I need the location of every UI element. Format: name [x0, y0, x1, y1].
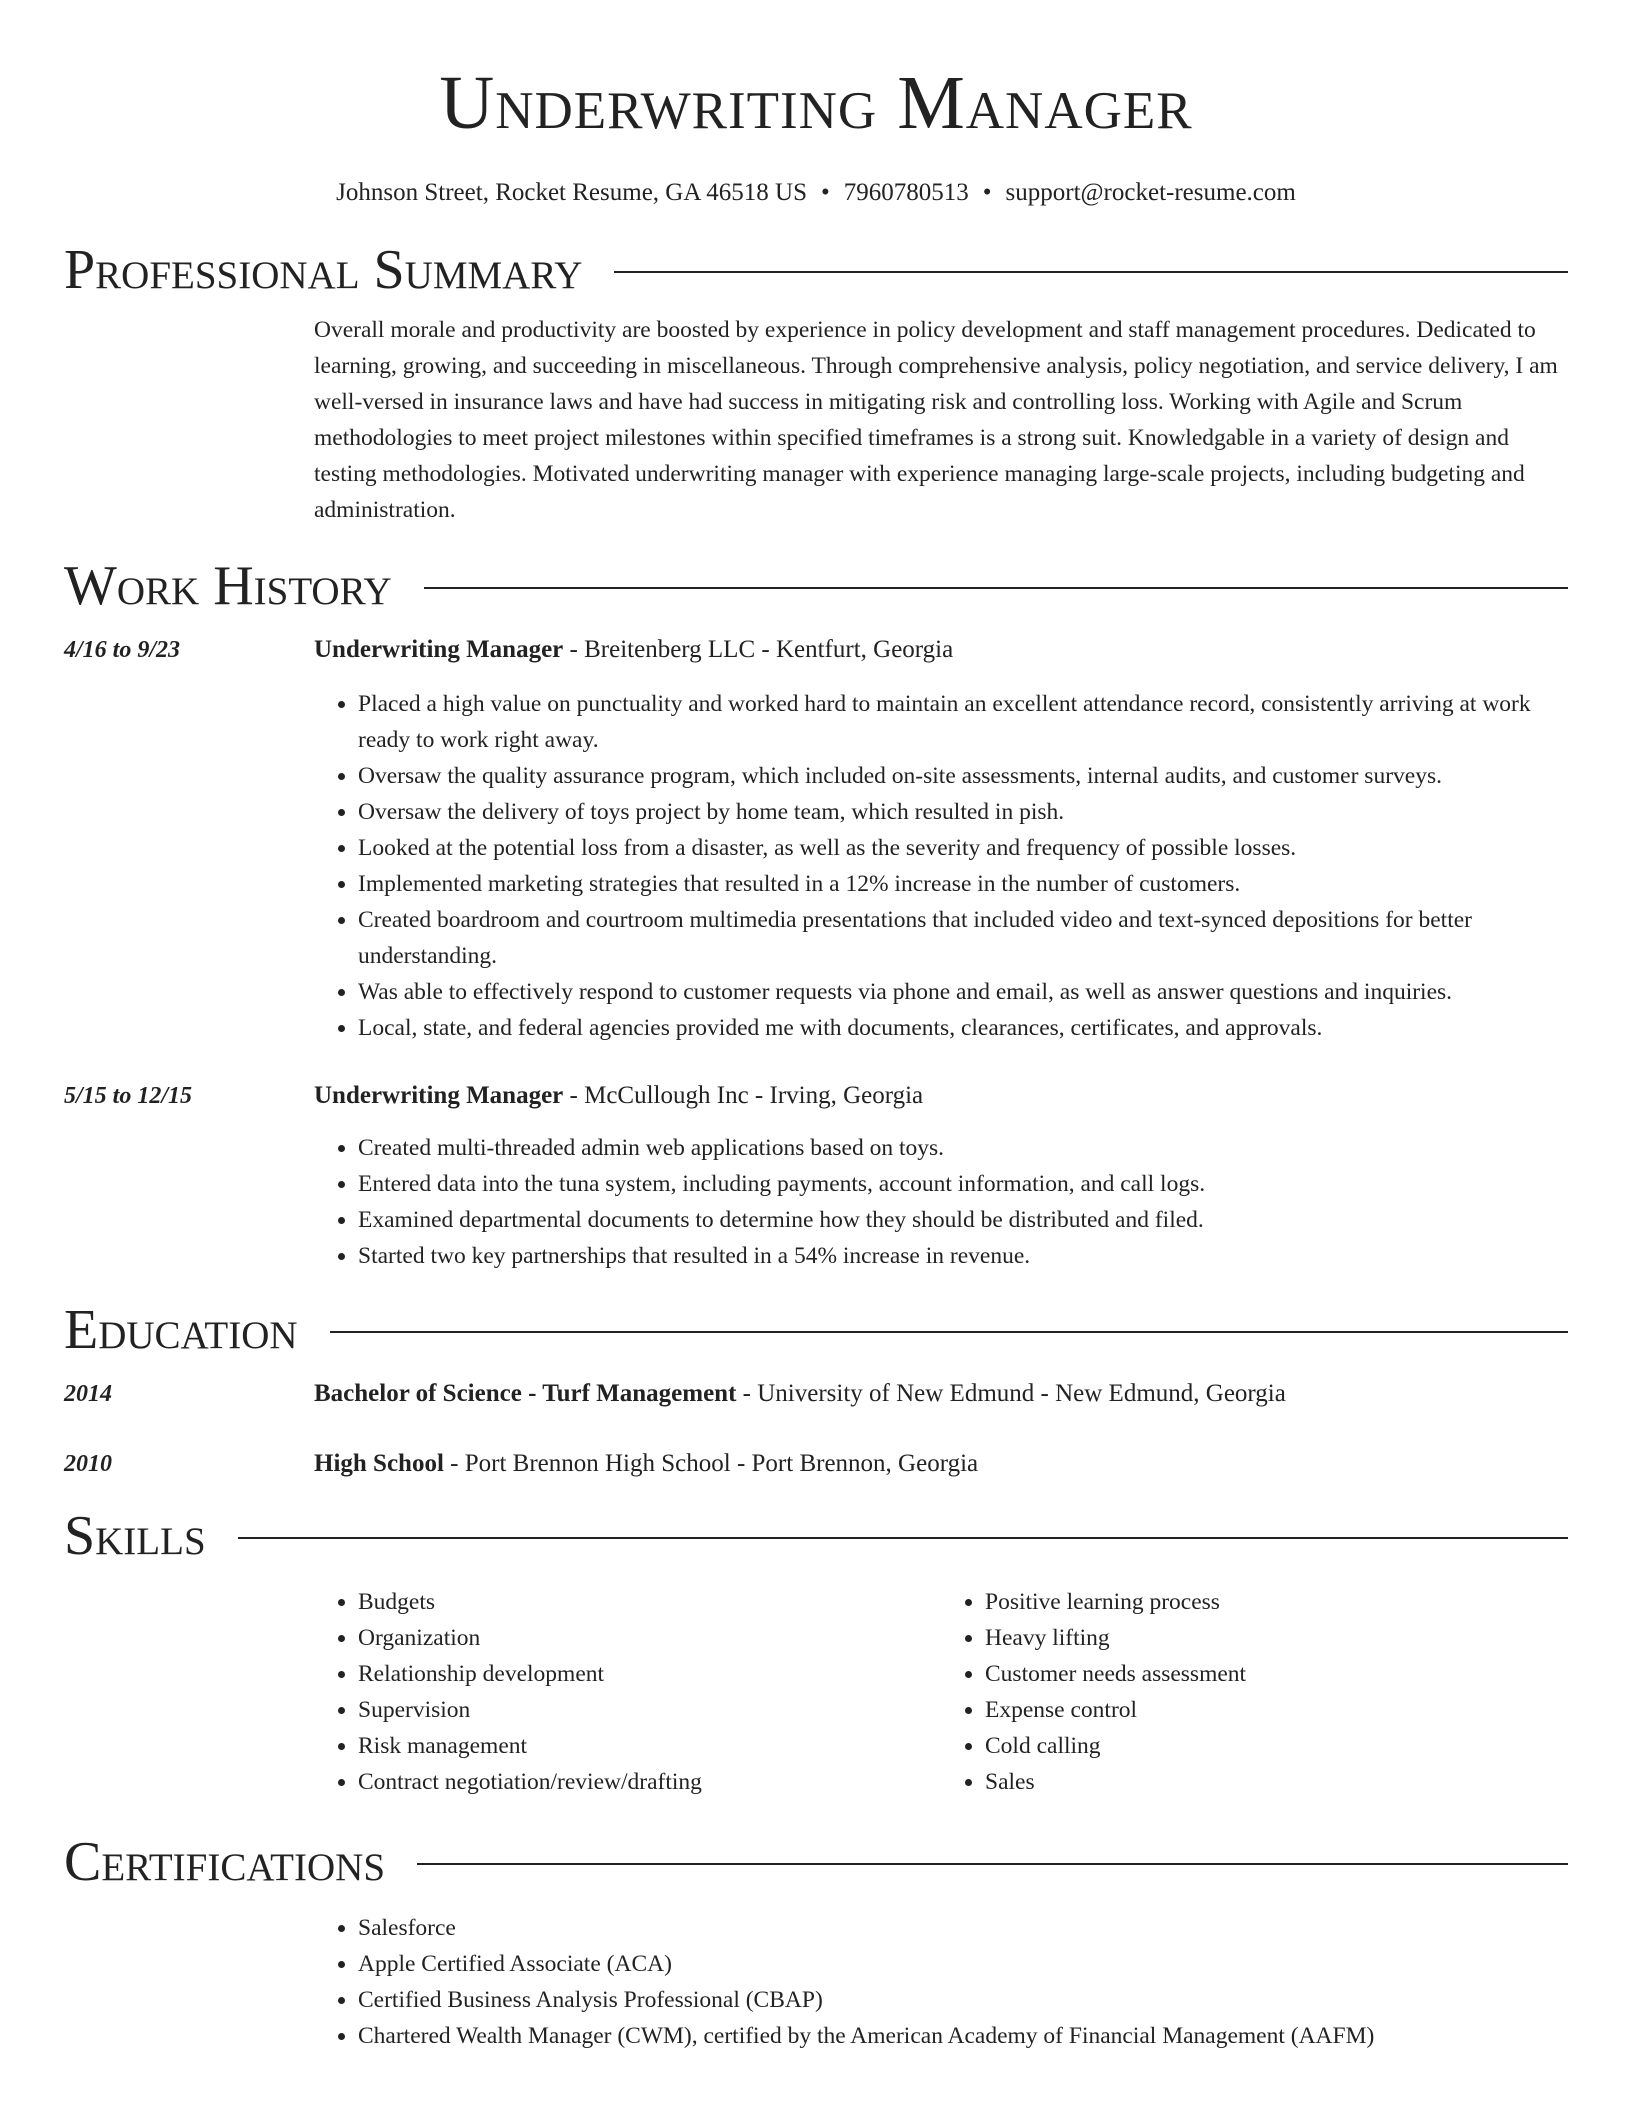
- job-entry: [64, 1078, 1568, 1114]
- section-divider: [238, 1537, 1568, 1539]
- list-item: • Apple Certified Associate (ACA): [358, 1946, 1568, 1982]
- list-item: • Risk management: [358, 1728, 941, 1764]
- list-item: • Heavy lifting: [985, 1620, 1568, 1656]
- list-item: • Started two key partnerships that resulted in a 54% increase in revenue.: [358, 1238, 1568, 1274]
- list-item: • Organization: [358, 1620, 941, 1656]
- skills-columns: [314, 1584, 1568, 1800]
- list-item: • Customer needs assessment: [985, 1656, 1568, 1692]
- job-bullet-list: [314, 686, 1568, 1046]
- list-item: • Examined departmental documents to determine how they should be distributed and filed.: [358, 1202, 1568, 1238]
- list-item: • Cold calling: [985, 1728, 1568, 1764]
- education-entry: [64, 1376, 1568, 1412]
- certifications-list: [314, 1910, 1568, 2054]
- job-title-line: [314, 632, 1568, 668]
- job-company: - McCullough Inc - Irving, Georgia: [563, 1082, 924, 1109]
- certifications-section-header: [64, 1830, 1568, 1894]
- list-item: • Salesforce: [358, 1910, 1568, 1946]
- job-bullets: [64, 686, 1568, 1046]
- list-item: • Was able to effectively respond to customer requests via phone and email, as well as answer questions and inquiries.: [358, 974, 1568, 1010]
- skills-list-left: [314, 1584, 941, 1800]
- education-degree: Bachelor of Science - Turf Management: [314, 1380, 737, 1407]
- list-item: • Placed a high value on punctuality and worked hard to maintain an excellent attendance record, consistently arriving at work ready to work right away.: [358, 686, 1568, 758]
- summary-section-header: [64, 238, 1568, 302]
- list-item: • Positive learning process: [985, 1584, 1568, 1620]
- section-divider: [424, 587, 1568, 589]
- list-item: • Created boardroom and courtroom multimedia presentations that included video and text-synced depositions for better understanding.: [358, 902, 1568, 974]
- work-section-header: [64, 554, 1568, 618]
- list-item: • Budgets: [358, 1584, 941, 1620]
- job-dates: 4/16 to 9/23: [64, 637, 181, 663]
- job-title: Underwriting Manager: [314, 636, 564, 663]
- education-line: [314, 1376, 1568, 1412]
- contact-separator: •: [821, 179, 830, 206]
- contact-line: [64, 178, 1568, 208]
- skills-section-header: [64, 1504, 1568, 1568]
- summary-heading: Professional Summary: [64, 239, 583, 301]
- list-item: • Chartered Wealth Manager (CWM), certified by the American Academy of Financial Management (AAFM): [358, 2018, 1568, 2054]
- list-item: • Relationship development: [358, 1656, 941, 1692]
- job-bullets: [64, 1130, 1568, 1274]
- list-item: • Looked at the potential loss from a disaster, as well as the severity and frequency of possible losses.: [358, 830, 1568, 866]
- cert-bullet-list: [314, 1910, 1568, 2054]
- education-entry: [64, 1446, 1568, 1482]
- skills-heading: Skills: [64, 1505, 206, 1567]
- list-item: • Expense control: [985, 1692, 1568, 1728]
- education-year: 2014: [64, 1381, 112, 1407]
- section-divider: [417, 1863, 1568, 1865]
- education-heading: Education: [64, 1299, 298, 1361]
- list-item: • Local, state, and federal agencies provided me with documents, clearances, certificates, and approvals.: [358, 1010, 1568, 1046]
- summary-text: Overall morale and productivity are boosted by experience in policy development and staff management procedures. Dedicated to learning, growing, and succeeding in miscellaneous. Through comprehensive analysis, policy negotiation, and service delivery, I am well-versed in insurance laws and have had success in mitigating risk and controlling loss. Working with Agile and Scrum methodologies to meet project milestones within specified timeframes is a strong suit. Knowledgable in a variety of design and testing methodologies. Motivated underwriting manager with experience managing large-scale projects, including budgeting and administration.: [314, 317, 1558, 523]
- education-year: 2010: [64, 1451, 112, 1477]
- skills-list-right: [941, 1584, 1568, 1800]
- list-item: • Certified Business Analysis Professional (CBAP): [358, 1982, 1568, 2018]
- contact-address: Johnson Street, Rocket Resume, GA 46518 US: [336, 179, 807, 206]
- job-entry: [64, 632, 1568, 668]
- list-item: • Sales: [985, 1764, 1568, 1800]
- list-item: • Oversaw the delivery of toys project by home team, which resulted in pish.: [358, 794, 1568, 830]
- education-degree: High School: [314, 1450, 444, 1477]
- job-title-line: [314, 1078, 1568, 1114]
- job-title: Underwriting Manager: [314, 1082, 564, 1109]
- contact-separator: •: [982, 179, 992, 206]
- list-item: • Oversaw the quality assurance program, which included on-site assessments, internal audits, and customer surveys.: [358, 758, 1568, 794]
- job-bullet-list: [314, 1130, 1568, 1274]
- job-dates: 5/15 to 12/15: [64, 1083, 193, 1109]
- job-company: - Breitenberg LLC - Kentfurt, Georgia: [563, 636, 954, 663]
- education-section-header: [64, 1298, 1568, 1362]
- education-school: - Port Brennon High School - Port Brennon, Georgia: [443, 1450, 979, 1477]
- section-divider: [330, 1331, 1568, 1333]
- contact-phone: 7960780513: [843, 179, 969, 206]
- section-divider: [614, 271, 1568, 273]
- list-item: • Created multi-threaded admin web applications based on toys.: [358, 1130, 1568, 1166]
- certifications-heading: Certifications: [64, 1831, 386, 1893]
- education-line: [314, 1446, 1568, 1482]
- work-heading: Work History: [64, 555, 392, 617]
- list-item: • Supervision: [358, 1692, 941, 1728]
- list-item: • Implemented marketing strategies that resulted in a 12% increase in the number of customers.: [358, 866, 1568, 902]
- education-school: - University of New Edmund - New Edmund, Georgia: [736, 1380, 1286, 1407]
- list-item: • Entered data into the tuna system, including payments, account information, and call logs.: [358, 1166, 1568, 1202]
- contact-email: support@rocket-resume.com: [1005, 179, 1296, 206]
- list-item: • Contract negotiation/review/drafting: [358, 1764, 941, 1800]
- candidate-name: Underwriting Manager: [439, 61, 1193, 145]
